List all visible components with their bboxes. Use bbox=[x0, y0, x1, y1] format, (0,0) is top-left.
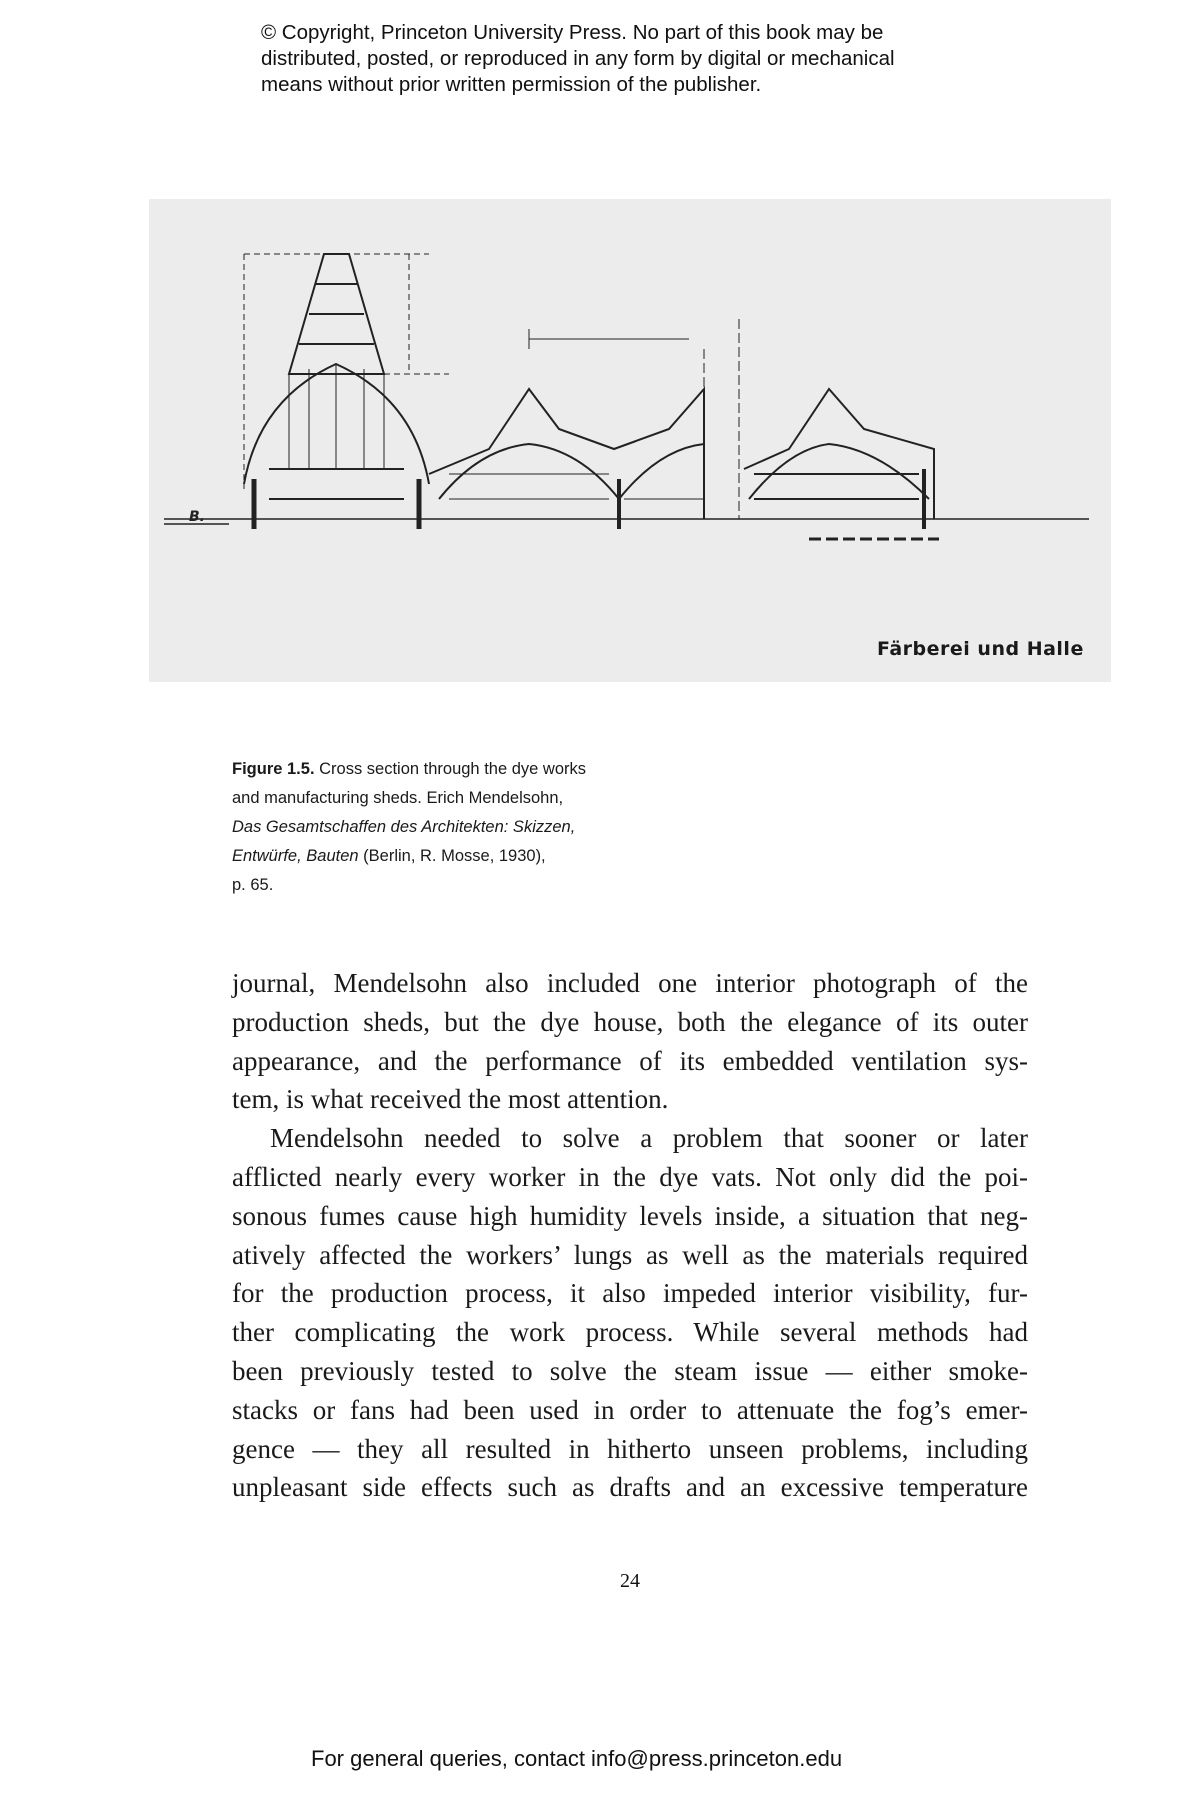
figure-number: Figure 1.5. bbox=[232, 760, 315, 778]
text-line: ther complicating the work process. While several methods had bbox=[232, 1317, 1028, 1348]
caption-text: and manufacturing sheds. Erich Mendelsohn, bbox=[232, 789, 564, 807]
text-line: appearance, and the performance of its embedded ventilation sys- bbox=[232, 1045, 1028, 1076]
copyright-line: means without prior written permission of the publisher. bbox=[261, 73, 762, 96]
caption-text: Cross section through the dye works bbox=[314, 760, 586, 778]
figure-caption bbox=[232, 755, 672, 900]
section-marker: B. bbox=[189, 509, 205, 525]
copyright-line: distributed, posted, or reproduced in any form by digital or mechanical bbox=[261, 47, 895, 70]
figure-cross-section-drawing bbox=[149, 199, 1111, 682]
architectural-section-drawing bbox=[149, 199, 1111, 682]
text-line: tem, is what received the most attention. bbox=[232, 1084, 669, 1115]
text-line: stacks or fans had been used in order to attenuate the fog’s emer- bbox=[232, 1394, 1028, 1425]
text-line: been previously tested to solve the steam issue — either smoke- bbox=[232, 1355, 1028, 1386]
text-line: production sheds, but the dye house, both the elegance of its outer bbox=[232, 1006, 1028, 1037]
copyright-line: © Copyright, Princeton University Press. No part of this book may be bbox=[261, 21, 884, 44]
body-text bbox=[232, 964, 1028, 1507]
text-line: sonous fumes cause high humidity levels inside, a situation that neg- bbox=[232, 1200, 1028, 1231]
text-line: gence — they all resulted in hitherto unseen problems, including bbox=[232, 1433, 1028, 1464]
text-line: atively affected the workers’ lungs as well as the materials required bbox=[232, 1239, 1028, 1270]
footer-contact: For general queries, contact info@press.princeton.edu bbox=[311, 1746, 843, 1771]
copyright-notice bbox=[261, 20, 895, 98]
page-number: 24 bbox=[620, 1570, 640, 1592]
caption-book-title: Entwürfe, Bauten bbox=[232, 847, 359, 865]
caption-page: p. 65. bbox=[232, 876, 274, 894]
figure-inset-label: Färberei und Halle bbox=[877, 638, 1084, 660]
text-line: journal, Mendelsohn also included one interior photograph of the bbox=[232, 968, 1028, 998]
caption-publication: (Berlin, R. Mosse, 1930), bbox=[358, 847, 546, 865]
caption-book-title: Das Gesamtschaffen des Architekten: Skizzen, bbox=[232, 818, 576, 836]
text-line: afflicted nearly every worker in the dye vats. Not only did the poi- bbox=[232, 1161, 1028, 1192]
text-line: unpleasant side effects such as drafts and an excessive temperature bbox=[232, 1472, 1028, 1503]
text-line: Mendelsohn needed to solve a problem that sooner or later bbox=[270, 1123, 1028, 1154]
text-line: for the production process, it also impeded interior visibility, fur- bbox=[232, 1278, 1028, 1309]
